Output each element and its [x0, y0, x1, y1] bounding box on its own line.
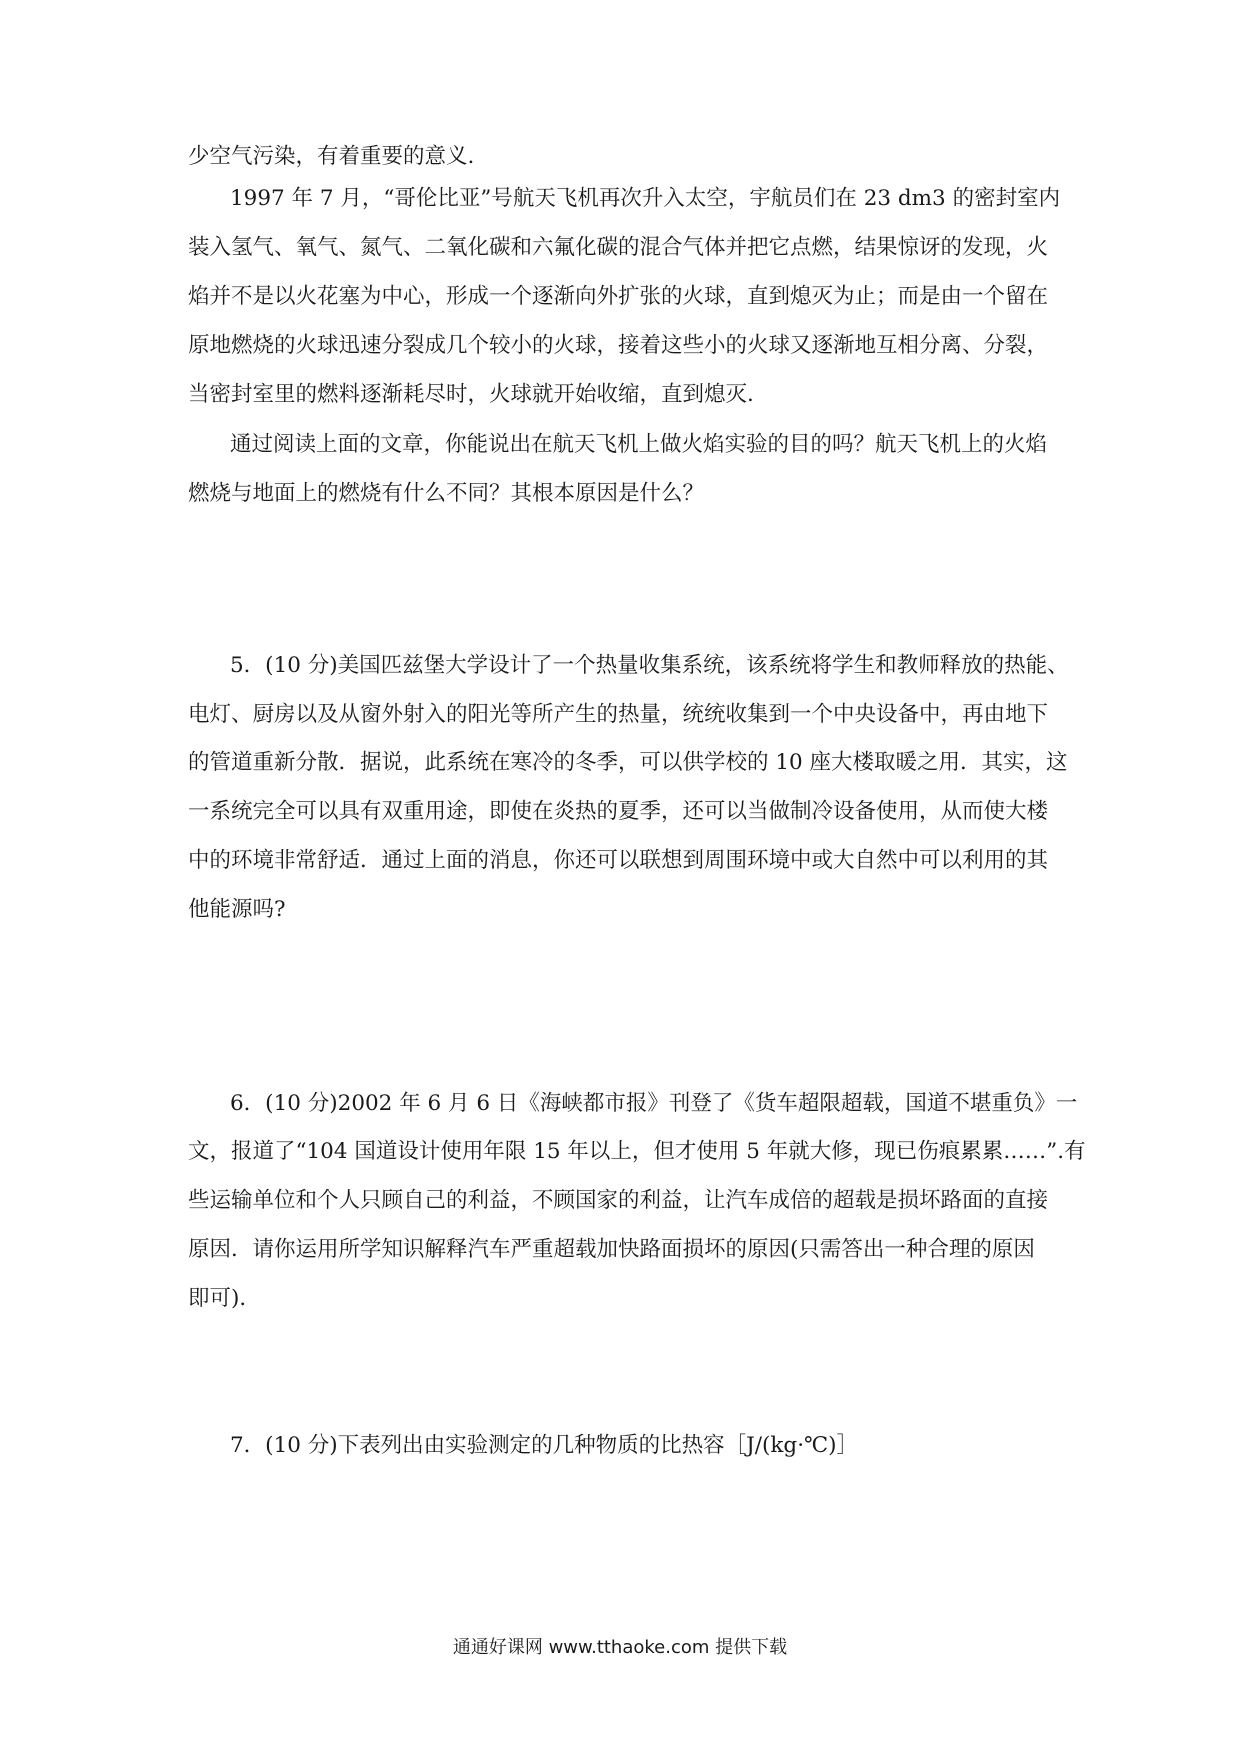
question-4-line-1: 通过阅读上面的文章，你能说出在航天飞机上做火焰实验的目的吗？航天飞机上的火焰	[230, 432, 1048, 457]
intro-tail-line: 少空气污染，有着重要的意义.	[188, 144, 475, 169]
question-5-line-4: 一系统完全可以具有双重用途，即使在炎热的夏季，还可以当做制冷设备使用，从而使大楼	[188, 799, 1049, 824]
question-5-line-6: 他能源吗?	[188, 897, 286, 922]
article-line-3: 焰并不是以火花塞为中心，形成一个逐渐向外扩张的火球，直到熄灭为止；而是由一个留在	[188, 284, 1049, 309]
question-5-line-5: 中的环境非常舒适．通过上面的消息，你还可以联想到周围环境中或大自然中可以利用的其	[188, 848, 1049, 873]
question-7-line: 7．(10 分)下表列出由实验测定的几种物质的比热容［J/(kg·℃)］	[230, 1433, 858, 1458]
question-4-line-2: 燃烧与地面上的燃烧有什么不同？其根本原因是什么？	[188, 481, 705, 506]
article-line-1: 1997 年 7 月，“哥伦比亚”号航天飞机再次升入太空，宇航员们在 23 dm3 的密封室内	[230, 186, 1061, 211]
question-5-line-3: 的管道重新分散．据说，此系统在寒冷的冬季，可以供学校的 10 座大楼取暖之用．其实，这	[188, 750, 1068, 775]
question-6-line-1: 6．(10 分)2002 年 6 月 6 日《海峡都市报》刊登了《货车超限超载，国道不堪重负》一	[230, 1091, 1078, 1116]
question-5-line-2: 电灯、厨房以及从窗外射入的阳光等所产生的热量，统统收集到一个中央设备中，再由地下	[188, 702, 1049, 727]
question-5-line-1: 5．(10 分)美国匹兹堡大学设计了一个热量收集系统，该系统将学生和教师释放的热能、	[230, 653, 1069, 678]
footer-source: 通通好课网 www.tthaoke.com 提供下载	[452, 1637, 788, 1658]
question-6-line-5: 即可)．	[188, 1286, 261, 1311]
article-line-5: 当密封室里的燃料逐渐耗尽时，火球就开始收缩，直到熄灭.	[188, 382, 754, 407]
article-line-4: 原地燃烧的火球迅速分裂成几个较小的火球，接着这些小的火球又逐渐地互相分离、分裂，	[188, 333, 1049, 358]
article-line-2: 装入氢气、氧气、氮气、二氧化碳和六氟化碳的混合气体并把它点燃，结果惊讶的发现，火	[188, 235, 1049, 260]
question-6-line-2: 文，报道了“104 国道设计使用年限 15 年以上，但才使用 5 年就大修，现已伤痕累累……”.有	[188, 1139, 1086, 1164]
question-6-line-4: 原因．请你运用所学知识解释汽车严重超载加快路面损坏的原因(只需答出一种合理的原因	[188, 1237, 1035, 1262]
question-6-line-3: 些运输单位和个人只顾自己的利益，不顾国家的利益，让汽车成倍的超载是损坏路面的直接	[188, 1188, 1049, 1213]
